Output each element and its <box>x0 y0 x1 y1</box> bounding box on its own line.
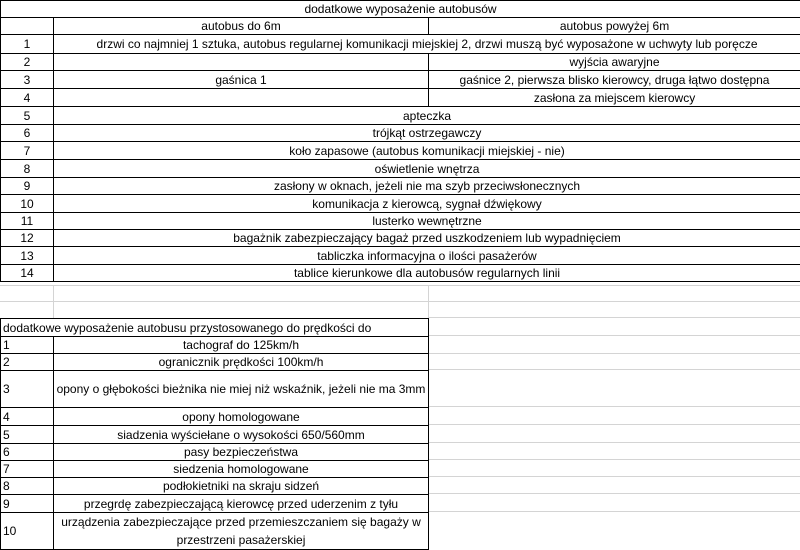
row-text: urządzenia zabezpieczające przed przemieszczaniem się bagaży w przestrzeni pasażerskiej <box>54 513 429 550</box>
column-header-over-6m: autobus powyżej 6m <box>429 18 800 35</box>
row-number: 10 <box>1 513 54 550</box>
row-number: 1 <box>1 337 54 354</box>
row-number: 6 <box>1 444 54 461</box>
row-cell-under-6m <box>54 89 429 107</box>
row-number: 5 <box>1 426 54 444</box>
row-cell-under-6m: gaśnica 1 <box>54 71 429 89</box>
row-cell-over-6m: wyjścia awaryjne <box>429 54 800 71</box>
row-text: ogranicznik prędkości 100km/h <box>54 354 429 371</box>
row-text: tablice kierunkowe dla autobusów regularnych linii <box>54 265 800 282</box>
table-title: dodatkowe wyposażenie autobusów <box>1 1 800 18</box>
row-text: apteczka <box>54 107 800 125</box>
row-number: 14 <box>1 265 54 282</box>
row-text: oświetlenie wnętrza <box>54 160 800 178</box>
row-number: 2 <box>1 354 54 371</box>
row-number: 4 <box>1 89 54 107</box>
row-number: 7 <box>1 461 54 478</box>
row-text: drzwi co najmniej 1 sztuka, autobus regularnej komunikacji miejskiej 2, drzwi muszą być wyposażone w uchwyty lub poręcze <box>54 35 800 54</box>
row-number: 6 <box>1 125 54 142</box>
table-title: dodatkowe wyposażenie autobusu przystosowanego do prędkości do <box>1 319 429 337</box>
row-text: przegrdę zabezpieczającą kierowcę przed uderzenim z tyłu <box>54 495 429 513</box>
row-number: 2 <box>1 54 54 71</box>
row-text: tabliczka informacyjna o ilości pasażerów <box>54 247 800 265</box>
row-text: siadzenia wyściełane o wysokości 650/560mm <box>54 426 429 444</box>
row-text: komunikacja z kierowcą, sygnał dźwiękowy <box>54 195 800 213</box>
row-text: tachograf do 125km/h <box>54 337 429 354</box>
row-number: 13 <box>1 247 54 265</box>
row-number: 5 <box>1 107 54 125</box>
row-number: 9 <box>1 178 54 195</box>
row-number: 10 <box>1 195 54 213</box>
row-text: podłokietniki na skraju sidzeń <box>54 478 429 495</box>
row-cell-under-6m <box>54 54 429 71</box>
row-text: siedzenia homologowane <box>54 461 429 478</box>
row-number: 8 <box>1 160 54 178</box>
row-text: zasłony w oknach, jeżeli nie ma szyb przeciwsłonecznych <box>54 178 800 195</box>
row-cell-over-6m: gaśnice 2, pierwsza blisko kierowcy, druga łątwo dostępna <box>429 71 800 89</box>
row-text: opony homologowane <box>54 408 429 426</box>
row-text: opony o głębokości bieżnika nie miej niż wskaźnik, jeżeli nie ma 3mm <box>54 371 429 408</box>
row-number: 8 <box>1 478 54 495</box>
row-number: 4 <box>1 408 54 426</box>
row-number: 11 <box>1 213 54 230</box>
row-text: lusterko wewnętrzne <box>54 213 800 230</box>
row-text: koło zapasowe (autobus komunikacji miejskiej - nie) <box>54 142 800 160</box>
row-text: trójkąt ostrzegawczy <box>54 125 800 142</box>
row-number: 3 <box>1 371 54 408</box>
row-number: 3 <box>1 71 54 89</box>
row-number: 9 <box>1 495 54 513</box>
row-number: 12 <box>1 230 54 247</box>
row-text: pasy bezpieczeństwa <box>54 444 429 461</box>
speed-equipment-table <box>0 318 429 550</box>
row-number: 1 <box>1 35 54 54</box>
row-cell-over-6m: zasłona za miejscem kierowcy <box>429 89 800 107</box>
row-text: bagażnik zabezpieczający bagaż przed uszkodzeniem lub wypadnięciem <box>54 230 800 247</box>
row-number: 7 <box>1 142 54 160</box>
column-header-under-6m: autobus do 6m <box>54 18 429 35</box>
